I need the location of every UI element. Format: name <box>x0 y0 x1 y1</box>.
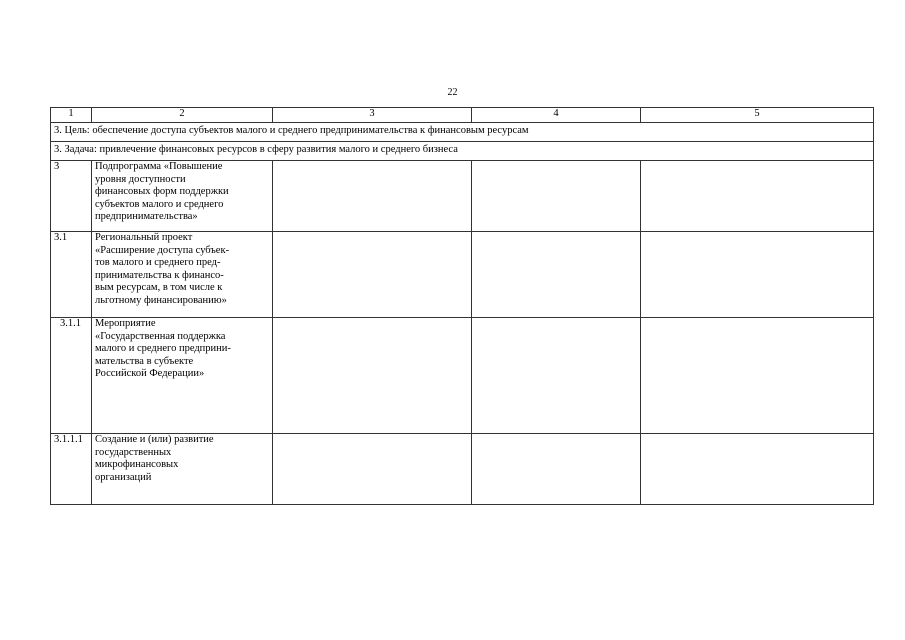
header-cell-3: 3 <box>273 108 472 123</box>
goal-text: 3. Цель: обеспечение доступа субъектов малого и среднего предпринимательства к финансовым ресурсам <box>51 123 874 142</box>
table-row <box>51 161 874 232</box>
row-cell-3 <box>273 318 472 434</box>
row-number: 3.1.1 <box>51 318 92 434</box>
goal-row <box>51 123 874 142</box>
row-cell-5 <box>641 434 874 505</box>
header-cell-4: 4 <box>472 108 641 123</box>
table-row <box>51 232 874 318</box>
row-number: 3.1.1.1 <box>51 434 92 505</box>
header-cell-1: 1 <box>51 108 92 123</box>
row-number: 3.1 <box>51 232 92 318</box>
row-name: Создание и (или) развитие государственных микрофинансовых организаций <box>92 434 273 505</box>
row-cell-5 <box>641 318 874 434</box>
header-cell-5: 5 <box>641 108 874 123</box>
task-row <box>51 142 874 161</box>
table-row <box>51 318 874 434</box>
header-cell-2: 2 <box>92 108 273 123</box>
row-number: 3 <box>51 161 92 232</box>
row-cell-4 <box>472 232 641 318</box>
program-table <box>50 107 874 505</box>
row-cell-4 <box>472 161 641 232</box>
row-cell-3 <box>273 161 472 232</box>
row-cell-5 <box>641 161 874 232</box>
row-cell-3 <box>273 434 472 505</box>
task-text: 3. Задача: привлечение финансовых ресурсов в сферу развития малого и среднего бизнеса <box>51 142 874 161</box>
row-cell-3 <box>273 232 472 318</box>
row-cell-4 <box>472 434 641 505</box>
row-cell-5 <box>641 232 874 318</box>
table-row <box>51 434 874 505</box>
row-name: Региональный проект «Расширение доступа субъек- тов малого и среднего пред- принимательства к финансо- вым ресурсам, в том числе к льготному финансированию» <box>92 232 273 318</box>
row-name: Подпрограмма «Повышение уровня доступности финансовых форм поддержки субъектов малого и среднего предпринимательства» <box>92 161 273 232</box>
row-name: Мероприятие «Государственная поддержка малого и среднего предприни- мательства в субъекте Российской Федерации» <box>92 318 273 434</box>
header-row <box>51 108 874 123</box>
row-cell-4 <box>472 318 641 434</box>
page-number: 22 <box>447 87 458 98</box>
